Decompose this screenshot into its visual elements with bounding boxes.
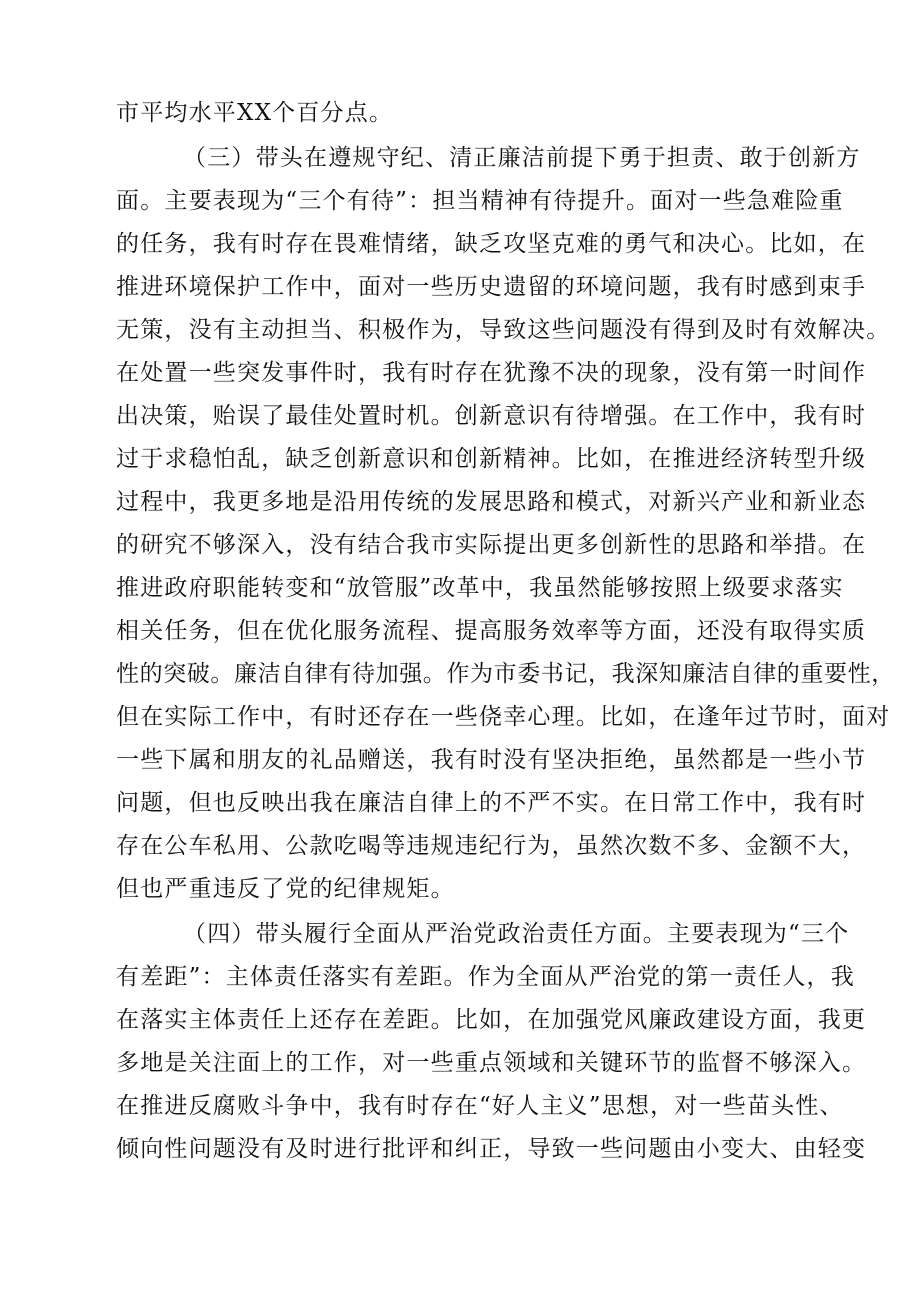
text-line: 在推进反腐败斗争中，我有时存在“好人主义”思想，对一些苗头性、 xyxy=(116,1093,844,1119)
text-line: 问题，但也反映出我在廉洁自律上的不严不实。在日常工作中，我有时 xyxy=(116,790,867,816)
text-line: 一些下属和朋友的礼品赠送，我有时没有坚决拒绝，虽然都是一些小节 xyxy=(116,747,867,773)
text-line: 但在实际工作中，有时还存在一些侥幸心理。比如，在逢年过节时，面对 xyxy=(116,704,891,730)
text-line: 出决策，贻误了最佳处置时机。创新意识有待增强。在工作中，我有时 xyxy=(116,403,867,429)
text-line: 的研究不够深入，没有结合我市实际提出更多创新性的思路和举措。在 xyxy=(116,532,867,558)
text-line: 推进政府职能转变和“放管服”改革中，我虽然能够按照上级要求落实 xyxy=(116,575,844,601)
text-line: 多地是关注面上的工作，对一些重点领域和关键环节的监督不够深入。 xyxy=(116,1050,867,1076)
text-line: 存在公车私用、公款吃喝等违规违纪行为，虽然次数不多、金额不大， xyxy=(116,833,867,859)
text-line: 市平均水平XX个百分点。 xyxy=(116,100,394,126)
text-line: 过程中，我更多地是沿用传统的发展思路和模式，对新兴产业和新业态 xyxy=(116,489,867,515)
text-line: 性的突破。廉洁自律有待加强。作为市委书记，我深知廉洁自律的重要性， xyxy=(116,661,895,687)
text-line: 推进环境保护工作中，面对一些历史遗留的环境问题，我有时感到束手 xyxy=(116,274,867,300)
text-line: 相关任务，但在优化服务流程、提高服务效率等方面，还没有取得实质 xyxy=(116,618,867,644)
text-line: 的任务，我有时存在畏难情绪，缺乏攻坚克难的勇气和决心。比如，在 xyxy=(116,231,867,257)
section-heading-four: （四）带头履行全面从严治党政治责任方面。主要表现为“三个 xyxy=(183,921,850,947)
text-line: 倾向性问题没有及时进行批评和纠正，导致一些问题由小变大、由轻变 xyxy=(116,1136,867,1162)
text-line: 在落实主体责任上还存在差距。比如，在加强党风廉政建设方面，我更 xyxy=(116,1007,867,1033)
text-line: 过于求稳怕乱，缺乏创新意识和创新精神。比如，在推进经济转型升级 xyxy=(116,446,867,472)
text-line: 但也严重违反了党的纪律规矩。 xyxy=(116,876,455,902)
text-line: 有差距”：主体责任落实有差距。作为全面从严治党的第一责任人，我 xyxy=(116,964,855,990)
text-line: 在处置一些突发事件时，我有时存在犹豫不决的现象，没有第一时间作 xyxy=(116,360,867,386)
section-heading-three: （三）带头在遵规守纪、清正廉洁前提下勇于担责、敢于创新方 xyxy=(183,145,861,171)
text-line: 无策，没有主动担当、积极作为，导致这些问题没有得到及时有效解决。 xyxy=(116,317,891,343)
text-line: 面。主要表现为“三个有待”：担当精神有待提升。面对一些急难险重 xyxy=(116,188,844,214)
